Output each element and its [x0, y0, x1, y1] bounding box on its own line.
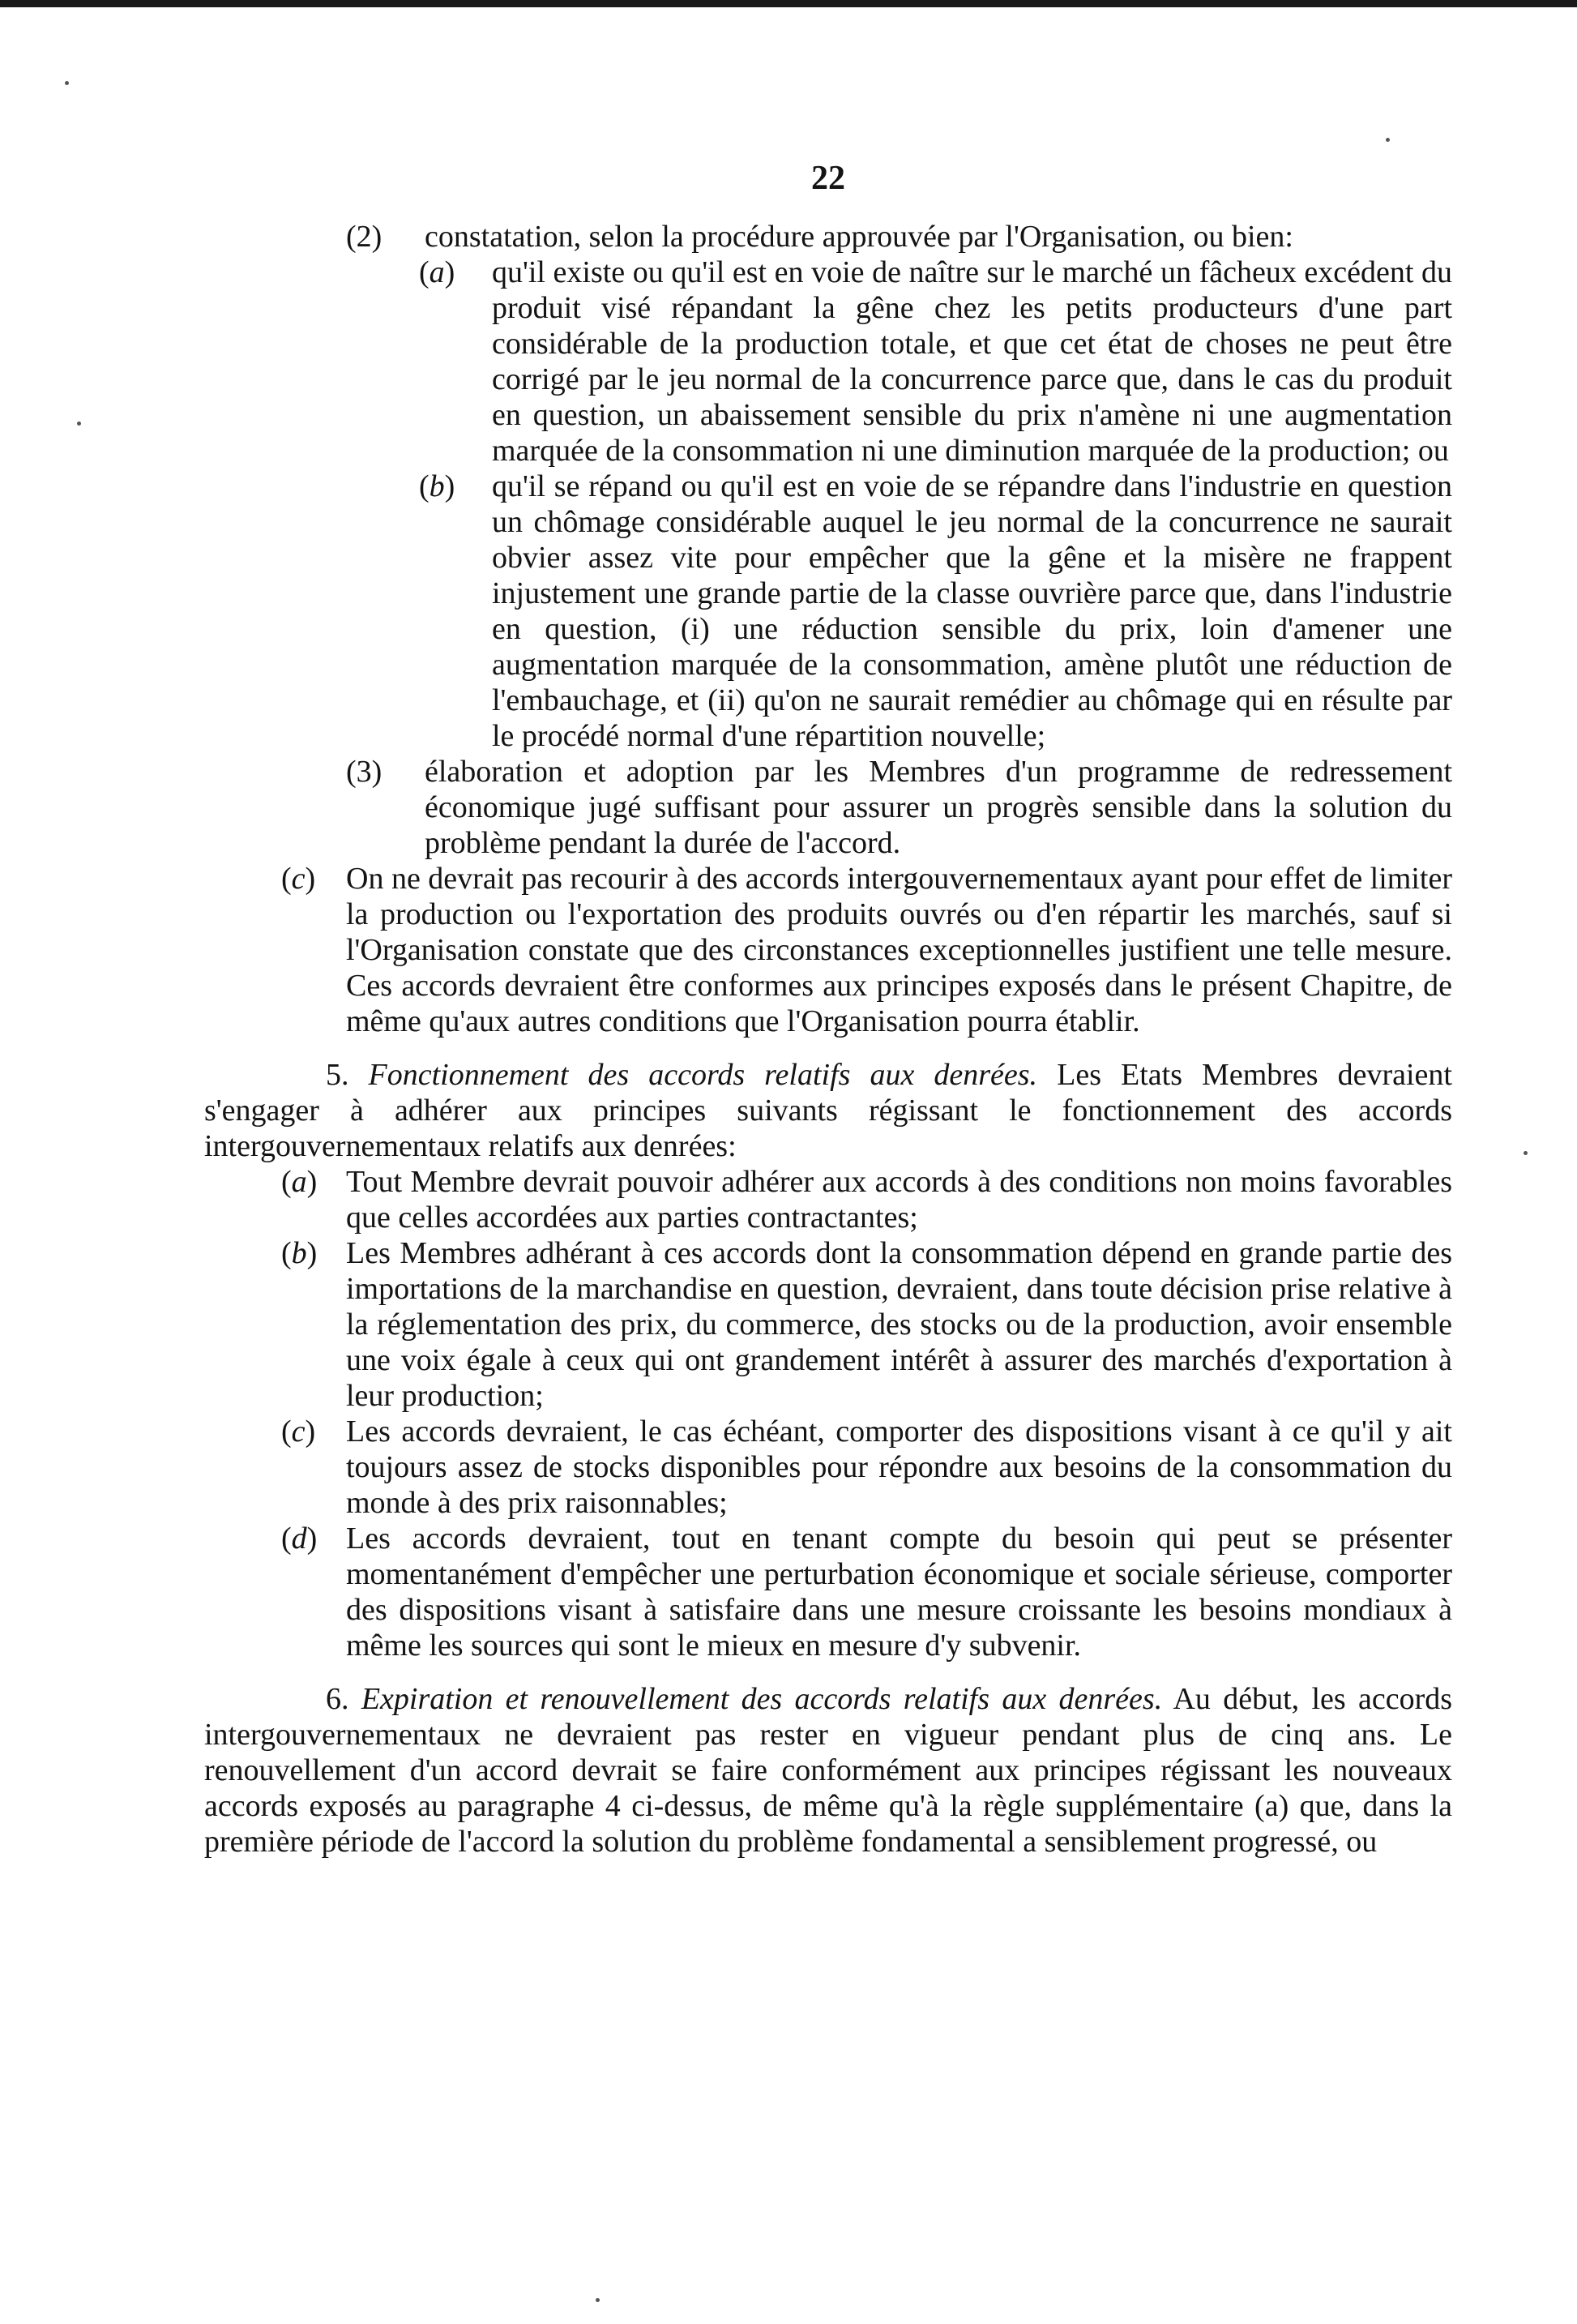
section-heading: Fonctionnement des accords relatifs aux denrées.	[368, 1058, 1038, 1092]
item-label: (b)	[419, 469, 455, 503]
list-item	[204, 1414, 1452, 1521]
item-label: (a)	[281, 1165, 318, 1199]
scan-speck	[65, 81, 69, 85]
top-border-rule	[0, 0, 1577, 7]
section-heading: Expiration et renouvellement des accords relatifs aux denrées.	[361, 1682, 1163, 1716]
scan-speck	[596, 2298, 600, 2302]
item-label: (a)	[419, 255, 455, 289]
item-text: Les Membres adhérant à ces accords dont la consommation dépend en grande partie des importations de la marchandise en question, devraient, dans toute décision prise relative à la réglementation des prix, du commerce, des stocks ou de la production, avoir ensemble une voix égale à ceux qui ont grandement intérêt à assurer des marchés d'exportation à leur production;	[346, 1236, 1452, 1413]
list-item	[204, 219, 1452, 255]
scan-speck	[1386, 138, 1390, 142]
item-label: (d)	[281, 1522, 318, 1556]
item-label-letter: a	[429, 255, 445, 289]
document-page	[204, 154, 1452, 1860]
scan-speck	[1524, 1151, 1528, 1155]
list-item	[204, 754, 1452, 861]
list-item	[204, 1164, 1452, 1235]
item-label-letter: a	[291, 1165, 307, 1199]
item-text: élaboration et adoption par les Membres d'un programme de redressement économique jugé suffisant pour assurer un progrès sensible dans la solution du problème pendant la durée de l'accord.	[425, 755, 1452, 860]
item-text: Les accords devraient, tout en tenant compte du besoin qui peut se présenter momentanément d'empêcher une perturbation économique et sociale sérieuse, comporter des dispositions visant à satisfaire dans une mesure croissante les besoins mondiaux à même les sources qui sont le mieux en mesure d'y subvenir.	[346, 1522, 1452, 1663]
list-item	[204, 1235, 1452, 1414]
item-label: (2)	[346, 220, 382, 254]
section-6-paragraph	[204, 1681, 1452, 1860]
item-text: constatation, selon la procédure approuvée par l'Organisation, ou bien:	[425, 220, 1293, 254]
list-item	[204, 255, 1452, 469]
list-item	[204, 469, 1452, 754]
item-text: qu'il existe ou qu'il est en voie de naître sur le marché un fâcheux excédent du produit visé répandant la gêne chez les petits producteurs d'une part considérable de la production totale, et que cet état de choses ne peut être corrigé par le jeu normal de la concurrence parce que, dans le cas du produit en question, un abaissement sensible du prix n'amène ni une augmentation marquée de la consommation ni une diminution marquée de la production; ou	[492, 255, 1452, 468]
section-intro: Les Etats Membres devraient s'engager à adhérer aux principes suivants régissant le fonctionnement des accords intergouvernementaux relatifs aux denrées:	[204, 1058, 1452, 1163]
item-text: qu'il se répand ou qu'il est en voie de se répandre dans l'industrie en question un chômage considérable auquel le jeu normal de la concurrence ne saurait obvier assez vite pour empêcher que la gêne et la misère ne frappent injustement une grande partie de la classe ouvrière parce que, dans l'industrie en question, (i) une réduction sensible du prix, loin d'amener une augmentation marquée de la consommation, amène plutôt une réduction de l'embauchage, et (ii) qu'on ne saurait remédier au chômage qui en résulte par le procédé normal d'une répartition nouvelle;	[492, 469, 1452, 753]
item-label-letter: c	[291, 862, 306, 896]
item-text: On ne devrait pas recourir à des accords intergouvernementaux ayant pour effet de limiter la production ou l'exportation des produits ouvrés ou d'en répartir les marchés, sauf si l'Organisation constate que des circonstances exceptionnelles justifient une telle mesure. Ces accords devraient être conformes aux principes exposés dans le présent Chapitre, de même qu'aux autres conditions que l'Organisation pourra établir.	[346, 862, 1452, 1038]
item-label: (c)	[281, 1415, 316, 1449]
spacer	[204, 1039, 1452, 1057]
list-item	[204, 1521, 1452, 1663]
item-label-letter: c	[291, 1415, 306, 1449]
page-number: 22	[811, 160, 845, 197]
item-label-letter: b	[429, 469, 445, 503]
spacer	[204, 1663, 1452, 1681]
item-label: (3)	[346, 755, 382, 789]
item-label-letter: b	[291, 1236, 307, 1270]
list-item	[204, 861, 1452, 1039]
item-text: Tout Membre devrait pouvoir adhérer aux accords à des conditions non moins favorables que celles accordées aux parties contractantes;	[346, 1165, 1452, 1235]
item-label-letter: d	[291, 1522, 307, 1556]
item-label: (c)	[281, 862, 316, 896]
scan-speck	[77, 422, 81, 426]
section-text: Au début, les accords intergouvernementaux ne devraient pas rester en vigueur pendant plus de cinq ans. Le renouvellement d'un accord devrait se faire conformément aux principes régissant les nouveaux accords exposés au paragraphe 4 ci-dessus, de même qu'à la règle supplémentaire (a) que, dans la première période de l'accord la solution du problème fondamental a sensiblement progressé, ou	[204, 1682, 1453, 1859]
section-number: 5.	[326, 1058, 349, 1092]
item-text: Les accords devraient, le cas échéant, comporter des dispositions visant à ce qu'il y ait toujours assez de stocks disponibles pour répondre aux besoins de la consommation du monde à des prix raisonnables;	[346, 1415, 1452, 1520]
section-number: 6.	[326, 1682, 349, 1716]
item-label: (b)	[281, 1236, 318, 1270]
section-5-paragraph	[204, 1057, 1452, 1164]
